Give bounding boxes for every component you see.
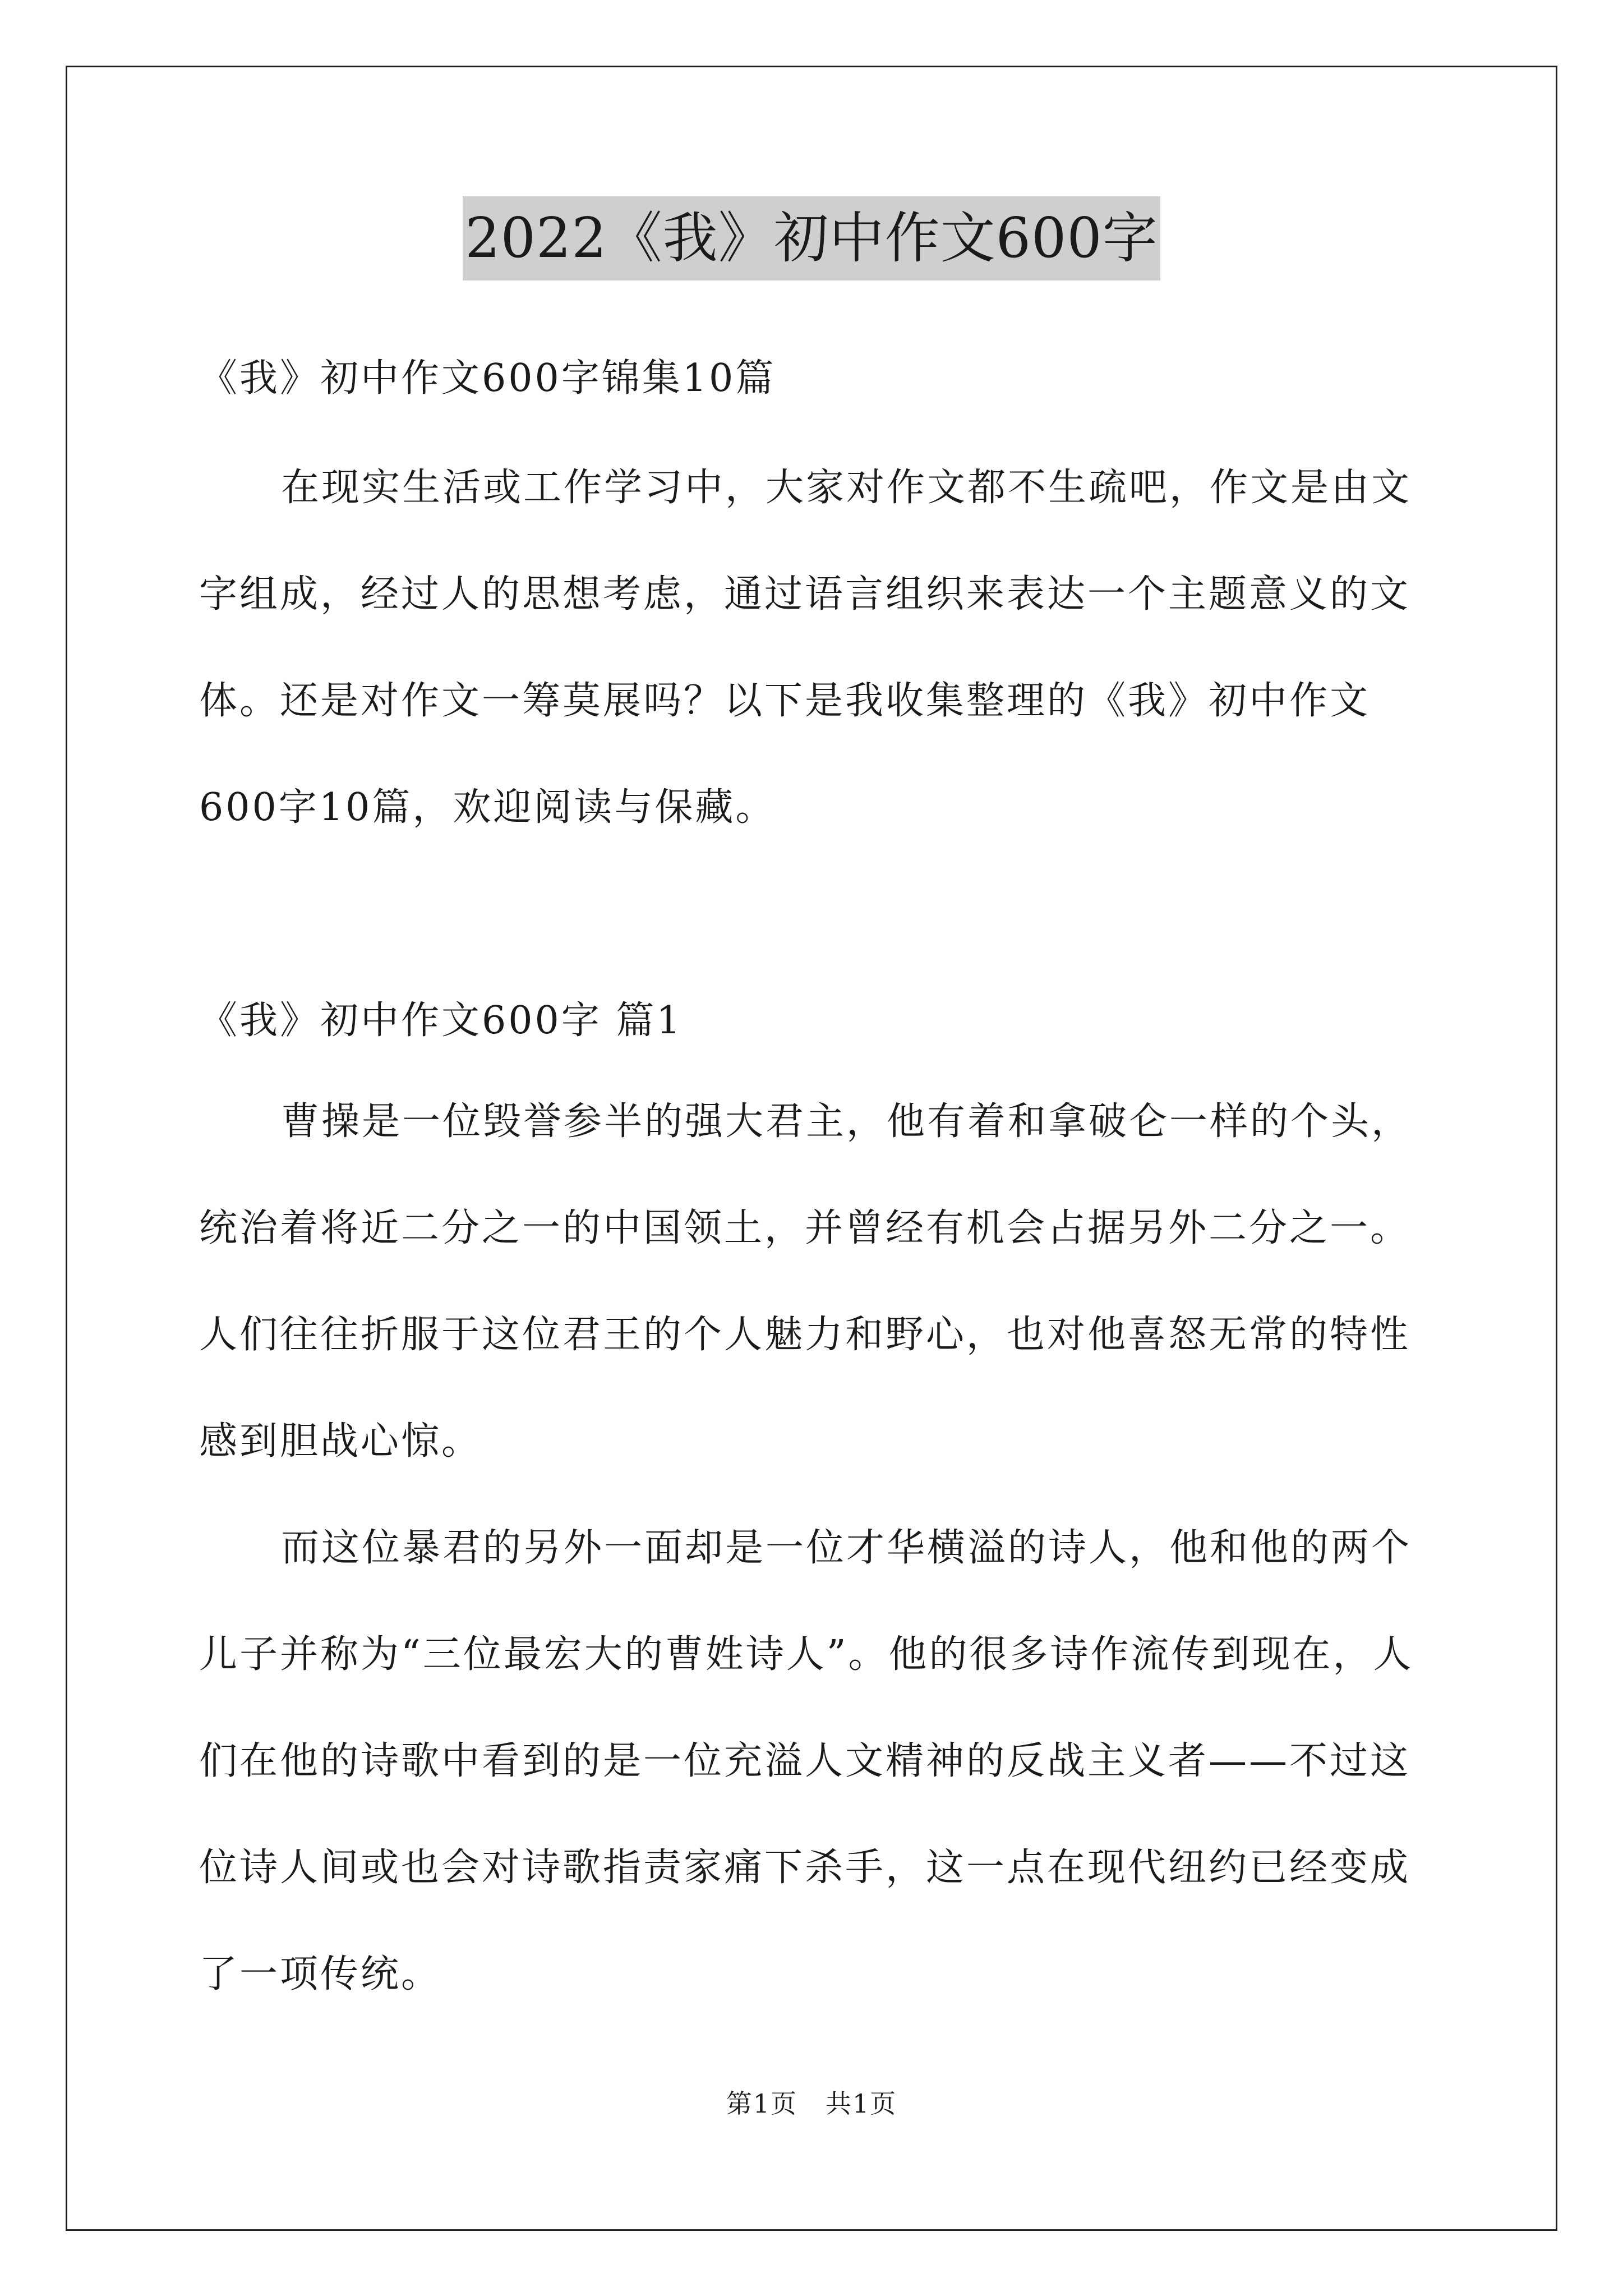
body-paragraph-1: 曹操是一位毁誉参半的强大君主，他有着和拿破仑一样的个头，统治着将近二分之一的中国领土，并曾经有机会占据另外二分之一。人们往往折服于这位君王的个人魅力和野心，也对他喜怒无常的特性感到胆战心惊。 xyxy=(199,1099,1412,1464)
title-container xyxy=(0,196,1623,280)
document-subtitle: 《我》初中作文600字锦集10篇 xyxy=(199,356,776,401)
document-title: 2022《我》初中作文600字 xyxy=(463,196,1160,280)
page-total: 共1页 xyxy=(826,2088,897,2119)
intro-paragraph: 在现实生活或工作学习中，大家对作文都不生疏吧，作文是由文字组成，经过人的思想考虑，通过语言组织来表达一个主题意义的文体。还是对作文一筹莫展吗？以下是我收集整理的《我》初中作文600字10篇，欢迎阅读与保藏。 xyxy=(199,466,1412,830)
body-paragraph-2: 而这位暴君的另外一面却是一位才华横溢的诗人，他和他的两个儿子并称为“三位最宏大的曹姓诗人”。他的很多诗作流传到现在，人们在他的诗歌中看到的是一位充溢人文精神的反战主义者——不过这位诗人间或也会对诗歌指责家痛下杀手，这一点在现代纽约已经变成了一项传统。 xyxy=(199,1526,1414,1996)
page-footer xyxy=(0,2087,1623,2120)
section-heading: 《我》初中作文600字 篇1 xyxy=(199,999,683,1043)
page-number: 第1页 xyxy=(726,2088,797,2119)
